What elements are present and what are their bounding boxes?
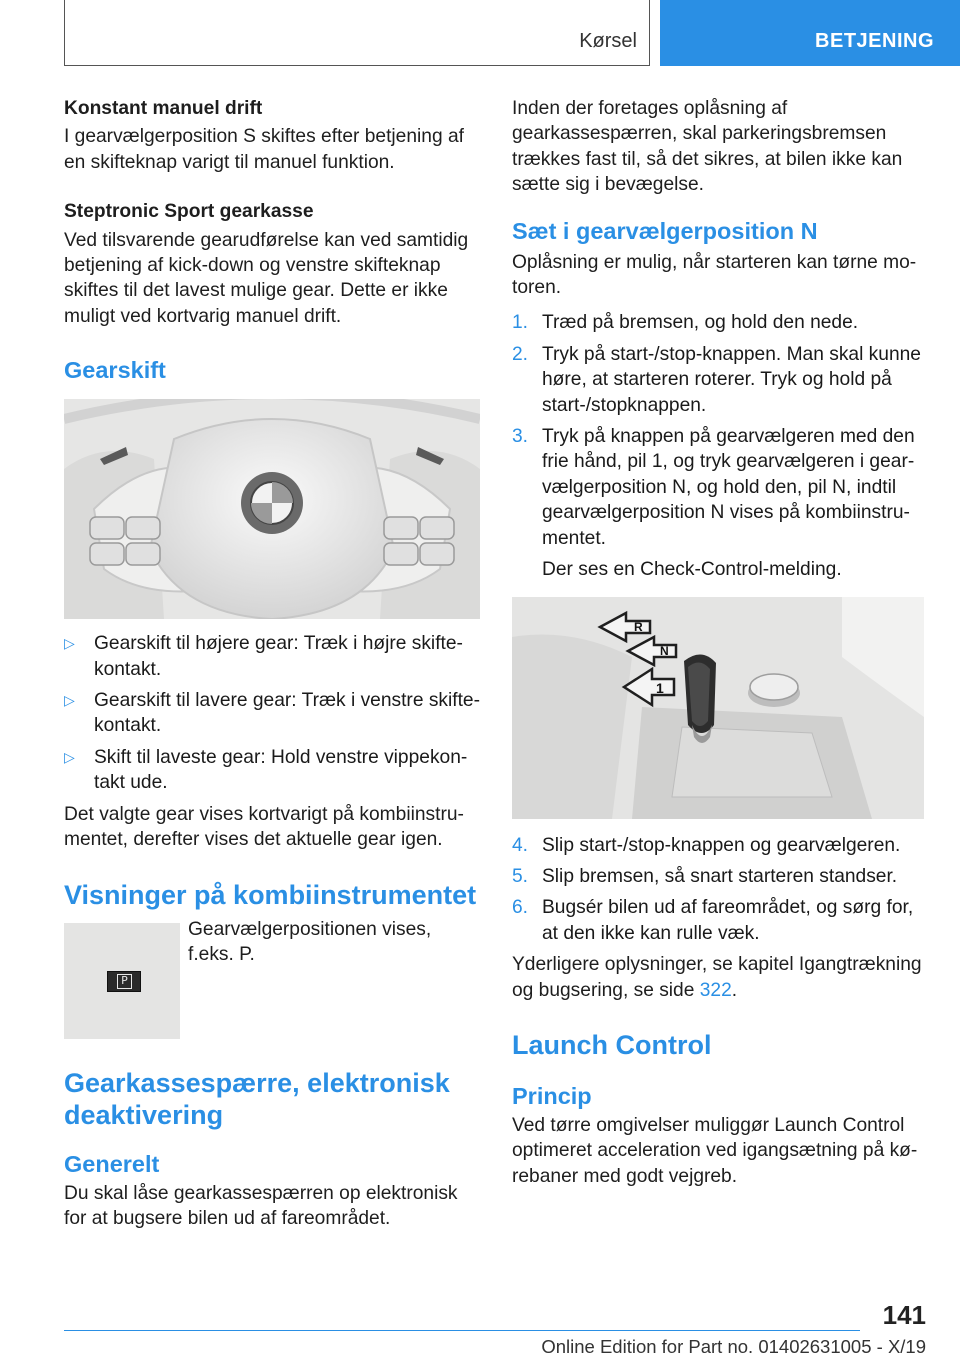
arrow-r-label: R [634,619,643,634]
page-number: 141 [882,1300,926,1330]
gear-selector-illustration [512,597,924,819]
header-chapter-title: BETJENING [815,30,934,52]
display-block [64,918,482,1039]
right-column [512,96,926,1189]
step-item: 3. Tryk på knappen på gearvælgeren med den frie hånd, pil 1, og tryk gearvælgeren i gearvælgerposition N, og hold den, pil N, indtil gearvælgerposition N vises på kombiinstrumentet. [512,426,915,549]
more-info-paragraph: Yderligere oplysninger, se kapitel Igangtrækning og bugsering, se side 322. [512,954,922,1001]
general-heading: Generelt [64,1150,160,1177]
triangle-bullet-icon: ▷ [64,635,75,652]
triangle-bullet-icon: ▷ [64,748,75,765]
step-item: 1. Træd på bremsen, og hold den nede. [512,312,859,334]
display-figure [64,923,180,1039]
display-heading: Visninger på kombiinstrumentet [64,879,477,910]
gear-indicator-icon: P [107,971,141,992]
display-text: Gearvælgerpositionen vises, f.eks. P. [188,918,432,965]
step-item: 6. Bugsér bilen ud af fareområdet, og sørg for, at den ikke kan rulle væk. [512,897,914,944]
triangle-bullet-icon: ▷ [64,692,75,709]
header-section-title: Kørsel [579,30,637,52]
arrow-1-label: 1 [656,679,664,696]
transmission-lock-heading: Gearkassespærre, elektronisk deaktivering [64,1067,450,1130]
gear-selector-figure [512,597,924,819]
arrow-n-label: N [660,643,669,658]
gearshift-bullet: ▷ Gearskift til højere gear: Træk i højre skiftekontakt. [64,633,463,680]
step-item: 4. Slip start-/stop-knappen og gearvælgeren. [512,834,901,856]
header-section-box [64,0,650,66]
step-note: Der ses en Check-Control-melding. [542,559,842,581]
principle-heading: Princip [512,1082,592,1109]
sport-gearbox-body: Ved tilsvarende gearudførelse kan ved samtidig betjening af kick-down og venstre skifteknap skiftes til det lavest mulige gear. Dette er ikke muligt ved kortvarig manuel drift. [64,229,469,327]
gearshift-bullet: ▷ Skift til laveste gear: Hold venstre vippekontakt ude. [64,746,468,794]
footer-divider [64,1330,860,1331]
step-item: 5. Slip bremsen, så snart starteren standser. [512,865,898,887]
steering-wheel-figure [64,399,480,619]
gear-display-note: Det valgte gear vises kortvarigt på kombiinstrumentet, derefter vises det aktuelle gear igen. [64,803,464,851]
header-chapter-tab [660,0,960,66]
left-column [64,96,482,1231]
sport-gearbox-title: Steptronic Sport gearkasse [64,201,314,223]
gearshift-heading: Gearskift [64,357,166,384]
steering-wheel-illustration [64,399,480,619]
principle-body: Ved tørre omgivelser muliggør Launch Control optimeret acceleration ved igangsætning på kørebaner med godt vejgreb. [512,1114,918,1187]
launch-control-heading: Launch Control [512,1029,712,1060]
footer-edition: Online Edition for Part no. 01402631005 - X/19 [541,1336,926,1357]
intro-paragraph: Inden der foretages oplåsning af gearkassespærren, skal parkeringsbremsen trækkes fast til, så det sikres, at bilen ikke kan sætte sig i bevægelse. [512,98,903,196]
step-item: 2. Tryk på start-/stop-knappen. Man skal kunne høre, at starteren roterer. Tryk og hold på start-/stopknappen. [512,343,921,416]
position-n-body: Oplåsning er mulig, når starteren kan tørne motoren. [512,251,917,299]
manual-drive-title: Konstant manuel drift [64,98,263,119]
page-reference-link[interactable]: 322 [699,979,732,1001]
gearshift-bullet: ▷ Gearskift til lavere gear: Træk i venstre skiftekontakt. [64,690,480,737]
position-n-heading: Sæt i gearvælgerposition N [512,217,818,244]
manual-drive-body: I gearvælgerposition S skiftes efter betjening af en skifteknap varigt til manuel funktion. [64,126,464,173]
general-body: Du skal låse gearkassespærren op elektronisk for at bugsere bilen ud af fareområdet. [64,1182,458,1229]
